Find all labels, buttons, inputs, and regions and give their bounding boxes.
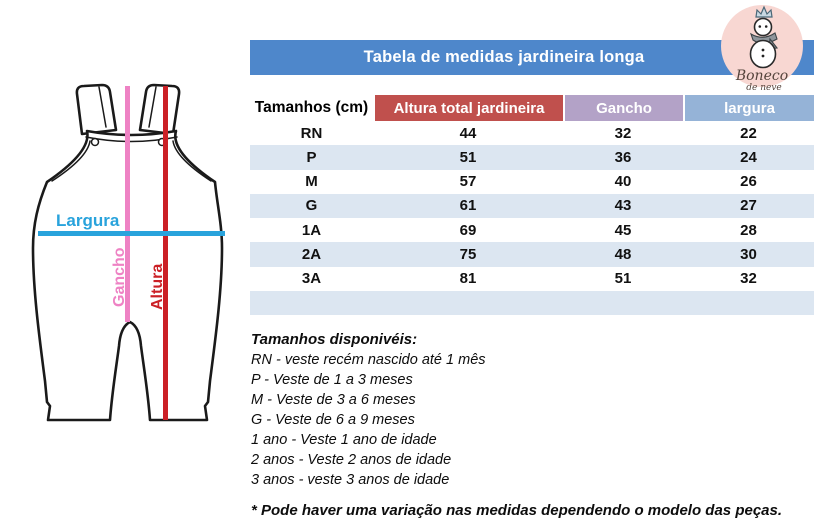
cell-tamanho: G — [305, 197, 318, 215]
strap-left-shape — [77, 85, 116, 134]
table-title: Tabela de medidas jardineira longa — [363, 48, 645, 66]
button-left-icon — [92, 139, 99, 146]
brand-name: Boneco — [735, 68, 789, 84]
cell-altura-total: 61 — [459, 197, 477, 215]
table-row — [250, 242, 814, 266]
largura-label: Largura — [56, 211, 120, 230]
strap-right-shape — [140, 85, 179, 134]
cell-gancho: 51 — [614, 270, 632, 288]
note-line: RN - veste recém nascido até 1 mês — [251, 352, 486, 368]
cell-tamanho: 1A — [301, 221, 322, 239]
note-line: G - Veste de 6 a 9 meses — [251, 412, 415, 428]
cell-tamanho: P — [306, 148, 317, 166]
cell-largura: 22 — [740, 124, 757, 142]
table-row — [250, 218, 814, 242]
table-row — [250, 267, 814, 291]
cell-largura: 28 — [740, 221, 757, 239]
header-tamanhos: Tamanhos (cm) — [250, 95, 373, 121]
cell-altura-total: 75 — [459, 245, 477, 263]
table-row — [250, 145, 814, 169]
measurements-table — [250, 95, 814, 315]
variation-footnote: * Pode haver uma variação nas medidas dependendo o modelo das peças. — [251, 502, 783, 519]
cell-tamanho: 2A — [301, 245, 322, 263]
cell-largura: 30 — [740, 245, 757, 263]
cell-largura: 24 — [740, 148, 757, 166]
header-gancho: Gancho — [563, 95, 683, 121]
gancho-label: Gancho — [111, 247, 128, 307]
header-altura-total: Altura total jardineira — [373, 95, 563, 121]
cell-gancho: 48 — [614, 245, 632, 263]
cell-gancho: 32 — [614, 124, 632, 142]
cell-largura: 32 — [740, 270, 757, 288]
cell-gancho: 43 — [614, 197, 632, 215]
cell-largura: 26 — [740, 173, 757, 191]
table-row-empty — [250, 291, 814, 315]
note-line: 3 anos - veste 3 anos de idade — [251, 472, 450, 488]
size-notes — [251, 330, 811, 521]
cell-altura-total: 51 — [459, 148, 477, 166]
cell-tamanho: RN — [300, 124, 323, 142]
cell-altura-total: 69 — [459, 221, 477, 239]
cell-altura-total: 57 — [459, 173, 477, 191]
header-largura: largura — [683, 95, 814, 121]
cell-tamanho: 3A — [301, 270, 322, 288]
cell-largura: 27 — [740, 197, 757, 215]
cell-altura-total: 44 — [459, 124, 477, 142]
notes-heading: Tamanhos disponivéis: — [251, 331, 418, 348]
cell-tamanho: M — [305, 173, 318, 191]
cell-gancho: 45 — [614, 221, 632, 239]
brand-subname: de neve — [746, 83, 782, 93]
cell-gancho: 40 — [614, 173, 632, 191]
cell-gancho: 36 — [614, 148, 632, 166]
table-row — [250, 170, 814, 194]
note-line: M - Veste de 3 a 6 meses — [251, 392, 416, 408]
altura-label: Altura — [149, 263, 166, 310]
overalls-diagram — [0, 0, 250, 531]
note-line: P - Veste de 1 a 3 meses — [251, 372, 413, 388]
table-row — [250, 194, 814, 218]
brand-logo — [706, 0, 814, 100]
cell-altura-total: 81 — [459, 270, 477, 288]
note-line: 2 anos - Veste 2 anos de idade — [251, 452, 452, 468]
table-row — [250, 121, 814, 145]
note-line: 1 ano - Veste 1 ano de idade — [251, 432, 437, 448]
